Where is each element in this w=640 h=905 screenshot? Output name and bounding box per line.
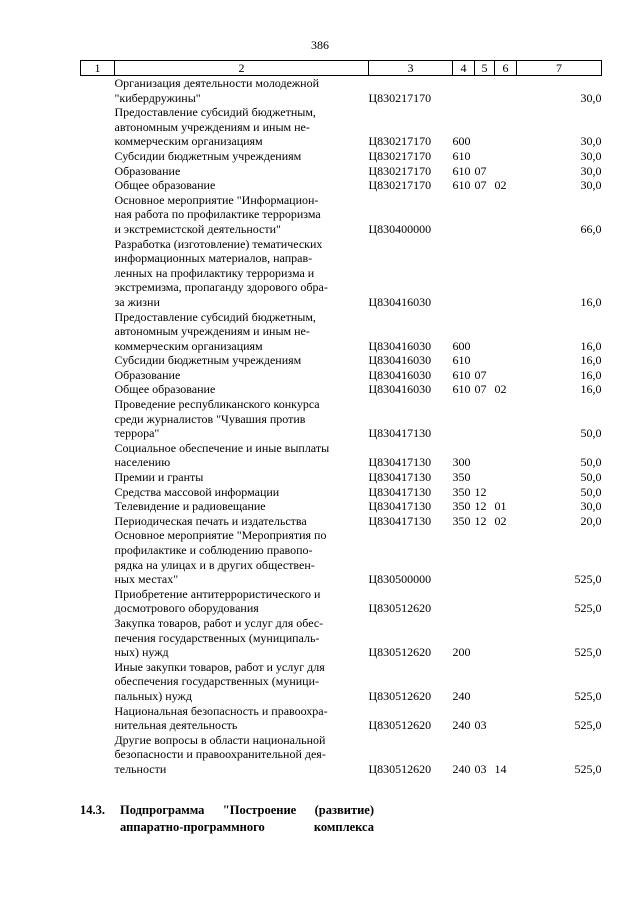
row-expense-type: 600 — [452, 338, 471, 353]
row-amount: 16,0 — [580, 294, 602, 309]
row-expense-type: 610 — [452, 367, 471, 382]
row-empty-cell — [81, 149, 115, 164]
row-empty-cell — [81, 105, 115, 149]
row-name-line: Образование — [114, 163, 181, 178]
row-name-line: безопасности и правоохранительной дея- — [114, 747, 326, 762]
row-name — [115, 105, 369, 149]
row-expense-type: 610 — [452, 163, 471, 178]
col-header-4: 4 — [453, 61, 475, 76]
row-amount: 50,0 — [580, 426, 602, 441]
row-target-code: Ц830417130 — [368, 484, 432, 499]
row-section — [475, 528, 495, 586]
row-empty-cell — [81, 237, 115, 310]
row-name-line: Субсидии бюджетным учреждениям — [114, 353, 302, 368]
row-name-line: досмотрового оборудования — [114, 601, 259, 616]
row-target-code: Ц830417130 — [368, 513, 432, 528]
row-name-line: Субсидии бюджетным учреждениям — [114, 148, 302, 163]
row-expense-type: 350 — [452, 484, 471, 499]
col-header-5: 5 — [475, 61, 495, 76]
row-expense-type: 600 — [452, 134, 471, 149]
row-subsection — [495, 616, 517, 660]
row-section: 12 — [474, 499, 487, 514]
row-name-line: Организация деятельности молодежной — [114, 76, 320, 90]
row-amount: 30,0 — [580, 148, 602, 163]
row-name — [115, 514, 369, 529]
row-name-line: Телевидение и радиовещание — [114, 499, 266, 514]
row-name-line: ных) нужд — [114, 645, 169, 660]
row-expense-type — [453, 76, 475, 106]
row-expense-type: 610 — [452, 382, 471, 397]
table-row — [81, 310, 602, 354]
row-name-line: за жизни — [114, 294, 160, 309]
row-target-code: Ц830417130 — [368, 426, 432, 441]
row-target-code: Ц830217170 — [368, 148, 432, 163]
table-row — [81, 733, 602, 777]
row-empty-cell — [81, 587, 115, 616]
row-name-line: обеспечения государственных (муници- — [114, 674, 320, 689]
row-name-line: среди журналистов "Чувашия против — [114, 411, 306, 426]
table-row — [81, 514, 602, 529]
row-expense-type: 300 — [452, 455, 471, 470]
table-row — [81, 193, 602, 237]
row-name-line: населению — [114, 455, 171, 470]
row-amount: 525,0 — [574, 645, 602, 660]
page-number: 386 — [311, 38, 329, 52]
row-target-code: Ц830512620 — [368, 761, 432, 776]
row-section: 03 — [474, 761, 487, 776]
row-expense-type: 200 — [452, 645, 471, 660]
row-name-line: экстремизма, пропаганду здорового обра- — [114, 280, 328, 295]
row-amount: 66,0 — [580, 221, 602, 236]
table-row — [81, 616, 602, 660]
row-amount: 20,0 — [580, 513, 602, 528]
row-target-code: Ц830417130 — [368, 470, 432, 485]
row-subsection: 02 — [494, 178, 507, 193]
row-name-line: Основное мероприятие "Информацион- — [114, 192, 319, 207]
row-subsection — [495, 704, 517, 733]
row-section — [475, 397, 495, 441]
row-empty-cell — [81, 528, 115, 586]
row-empty-cell — [81, 353, 115, 368]
row-amount: 16,0 — [580, 382, 602, 397]
row-empty-cell — [81, 178, 115, 193]
row-name-line: Образование — [114, 367, 181, 382]
row-name-line: Средства массовой информации — [114, 484, 280, 499]
row-subsection — [495, 353, 517, 368]
row-subsection — [495, 470, 517, 485]
row-target-code: Ц830512620 — [368, 601, 432, 616]
row-target-code: Ц830416030 — [368, 294, 432, 309]
row-section — [475, 237, 495, 310]
row-name-line: автономным учреждениям и иным не- — [114, 324, 310, 339]
row-name — [115, 470, 369, 485]
row-amount: 30,0 — [580, 178, 602, 193]
row-name — [115, 616, 369, 660]
row-expense-type — [453, 237, 475, 310]
subprogram-title: Подпрограмма "Построение (развитие) аппаратно-программного комплекса — [120, 803, 374, 834]
row-name — [115, 382, 369, 397]
row-name-line: рядка на улицах и в других обществен- — [114, 557, 315, 572]
row-name-line: Другие вопросы в области национальной — [114, 732, 326, 747]
row-empty-cell — [81, 76, 115, 106]
table-row — [81, 485, 602, 500]
row-name — [115, 660, 369, 704]
table-row — [81, 441, 602, 470]
row-name-line: Проведение республиканского конкурса — [114, 397, 320, 412]
row-name-line: Иные закупки товаров, работ и услуг для — [114, 659, 325, 674]
row-amount: 30,0 — [580, 90, 602, 105]
row-name-line: ленных на профилактику терроризма и — [114, 265, 315, 280]
row-empty-cell — [81, 441, 115, 470]
row-amount: 16,0 — [580, 367, 602, 382]
row-name — [115, 149, 369, 164]
row-amount: 30,0 — [580, 499, 602, 514]
row-expense-type: 350 — [452, 499, 471, 514]
row-name — [115, 76, 369, 106]
row-name — [115, 310, 369, 354]
row-expense-type: 350 — [452, 513, 471, 528]
row-section — [475, 193, 495, 237]
table-row — [81, 397, 602, 441]
row-amount: 50,0 — [580, 470, 602, 485]
row-name-line: Социальное обеспечение и иные выплаты — [114, 440, 330, 455]
row-name — [115, 368, 369, 383]
table-row — [81, 660, 602, 704]
row-empty-cell — [81, 660, 115, 704]
row-section: 12 — [474, 513, 487, 528]
row-target-code: Ц830416030 — [368, 382, 432, 397]
row-target-code: Ц830417130 — [368, 499, 432, 514]
row-subsection — [495, 105, 517, 149]
row-section — [475, 353, 495, 368]
row-section — [475, 470, 495, 485]
row-subsection — [495, 485, 517, 500]
row-amount: 30,0 — [580, 134, 602, 149]
row-expense-type: 610 — [452, 178, 471, 193]
row-expense-type: 610 — [452, 148, 471, 163]
row-subsection — [495, 368, 517, 383]
row-target-code: Ц830217170 — [368, 90, 432, 105]
subprogram-number: 14.3. — [80, 803, 105, 817]
row-target-code: Ц830217170 — [368, 163, 432, 178]
row-target-code: Ц830416030 — [368, 367, 432, 382]
row-name — [115, 353, 369, 368]
row-amount: 525,0 — [574, 718, 602, 733]
row-section — [475, 587, 495, 616]
row-section: 07 — [474, 367, 487, 382]
row-name-line: Национальная безопасность и правоохра- — [114, 703, 328, 718]
table-row — [81, 382, 602, 397]
row-subsection — [495, 193, 517, 237]
row-name-line: информационных материалов, направ- — [114, 251, 313, 266]
row-name-line: Премии и гранты — [114, 470, 204, 485]
row-section: 07 — [474, 382, 487, 397]
table-row — [81, 237, 602, 310]
row-amount: 50,0 — [580, 484, 602, 499]
row-name — [115, 733, 369, 777]
row-expense-type — [453, 587, 475, 616]
row-empty-cell — [81, 514, 115, 529]
row-section — [475, 616, 495, 660]
row-subsection — [495, 528, 517, 586]
row-name — [115, 397, 369, 441]
row-target-code: Ц830512620 — [368, 718, 432, 733]
row-target-code: Ц830512620 — [368, 688, 432, 703]
table-row — [81, 368, 602, 383]
row-subsection — [495, 587, 517, 616]
row-subsection — [495, 164, 517, 179]
table-row — [81, 76, 602, 106]
col-header-3: 3 — [369, 61, 453, 76]
row-empty-cell — [81, 733, 115, 777]
row-target-code: Ц830500000 — [368, 572, 432, 587]
row-name — [115, 193, 369, 237]
row-expense-type: 610 — [452, 353, 471, 368]
row-name — [115, 587, 369, 616]
row-amount: 16,0 — [580, 338, 602, 353]
col-header-7: 7 — [517, 61, 602, 76]
table-row — [81, 164, 602, 179]
row-name-line: Общее образование — [114, 178, 216, 193]
row-subsection — [495, 310, 517, 354]
row-section — [475, 441, 495, 470]
row-empty-cell — [81, 382, 115, 397]
row-subsection — [495, 397, 517, 441]
row-name-line: нительная деятельность — [114, 718, 238, 733]
row-name — [115, 164, 369, 179]
row-name-line: коммерческим организациям — [114, 338, 263, 353]
row-empty-cell — [81, 704, 115, 733]
row-empty-cell — [81, 193, 115, 237]
row-name-line: Общее образование — [114, 382, 216, 397]
row-amount: 525,0 — [574, 572, 602, 587]
row-name-line: тельности — [114, 761, 167, 776]
row-empty-cell — [81, 499, 115, 514]
row-target-code: Ц830512620 — [368, 645, 432, 660]
row-name-line: Предоставление субсидий бюджетным, — [114, 105, 316, 120]
row-empty-cell — [81, 164, 115, 179]
table-row — [81, 499, 602, 514]
col-header-2: 2 — [115, 61, 369, 76]
row-name-line: террора" — [114, 426, 160, 441]
row-empty-cell — [81, 310, 115, 354]
row-section — [475, 310, 495, 354]
row-name-line: "кибердружины" — [114, 90, 201, 105]
row-name-line: Предоставление субсидий бюджетным, — [114, 309, 316, 324]
row-expense-type — [453, 193, 475, 237]
row-empty-cell — [81, 368, 115, 383]
row-subsection: 02 — [494, 513, 507, 528]
table-row — [81, 587, 602, 616]
row-name — [115, 178, 369, 193]
row-target-code: Ц830416030 — [368, 353, 432, 368]
row-empty-cell — [81, 616, 115, 660]
table-row — [81, 149, 602, 164]
row-expense-type: 240 — [452, 688, 471, 703]
table-row — [81, 704, 602, 733]
row-amount: 525,0 — [574, 688, 602, 703]
row-subsection: 14 — [494, 761, 507, 776]
row-target-code: Ц830400000 — [368, 221, 432, 236]
row-name-line: Основное мероприятие "Мероприятия по — [114, 528, 327, 543]
row-amount: 525,0 — [574, 601, 602, 616]
row-name-line: коммерческим организациям — [114, 134, 263, 149]
row-target-code: Ц830416030 — [368, 338, 432, 353]
table-row — [81, 178, 602, 193]
row-expense-type — [453, 397, 475, 441]
row-section: 12 — [474, 484, 487, 499]
row-expense-type — [453, 528, 475, 586]
row-section: 07 — [474, 178, 487, 193]
row-name-line: пальных) нужд — [114, 688, 192, 703]
row-name-line: ная работа по профилактике терроризма — [114, 207, 321, 222]
row-empty-cell — [81, 485, 115, 500]
col-header-6: 6 — [495, 61, 517, 76]
row-name — [115, 237, 369, 310]
row-amount: 525,0 — [574, 761, 602, 776]
row-name-line: Закупка товаров, работ и услуг для обес- — [114, 615, 324, 630]
table-row — [81, 528, 602, 586]
row-section: 03 — [474, 718, 487, 733]
row-name — [115, 441, 369, 470]
row-target-code: Ц830217170 — [368, 178, 432, 193]
row-name — [115, 485, 369, 500]
row-expense-type: 240 — [452, 718, 471, 733]
row-subsection: 02 — [494, 382, 507, 397]
row-empty-cell — [81, 470, 115, 485]
row-name-line: автономным учреждениям и иным не- — [114, 119, 310, 134]
row-amount: 30,0 — [580, 163, 602, 178]
table-row — [81, 470, 602, 485]
budget-table — [80, 60, 602, 777]
row-name-line: ных местах" — [114, 572, 179, 587]
row-amount: 50,0 — [580, 455, 602, 470]
row-subsection — [495, 76, 517, 106]
row-target-code: Ц830417130 — [368, 455, 432, 470]
row-amount: 16,0 — [580, 353, 602, 368]
row-name-line: Разработка (изготовление) тематических — [114, 236, 323, 251]
row-subsection: 01 — [494, 499, 507, 514]
row-name — [115, 499, 369, 514]
row-empty-cell — [81, 397, 115, 441]
table-header-row — [81, 61, 602, 76]
col-header-1: 1 — [81, 61, 115, 76]
row-subsection — [495, 149, 517, 164]
row-expense-type: 350 — [452, 470, 471, 485]
row-subsection — [495, 660, 517, 704]
row-section — [475, 105, 495, 149]
row-name-line: печения государственных (муниципаль- — [114, 630, 320, 645]
row-section: 07 — [474, 163, 487, 178]
row-name — [115, 528, 369, 586]
row-name — [115, 704, 369, 733]
table-row — [81, 105, 602, 149]
row-subsection — [495, 237, 517, 310]
row-name-line: Приобретение антитеррористического и — [114, 586, 321, 601]
row-target-code: Ц830217170 — [368, 134, 432, 149]
row-name-line: профилактике и соблюдению правопо- — [114, 543, 313, 557]
row-subsection — [495, 441, 517, 470]
row-expense-type: 240 — [452, 761, 471, 776]
row-section — [475, 76, 495, 106]
row-section — [475, 660, 495, 704]
table-row — [81, 353, 602, 368]
row-section — [475, 149, 495, 164]
row-name-line: Периодическая печать и издательства — [114, 513, 307, 528]
row-name-line: и экстремистской деятельности" — [114, 221, 281, 236]
